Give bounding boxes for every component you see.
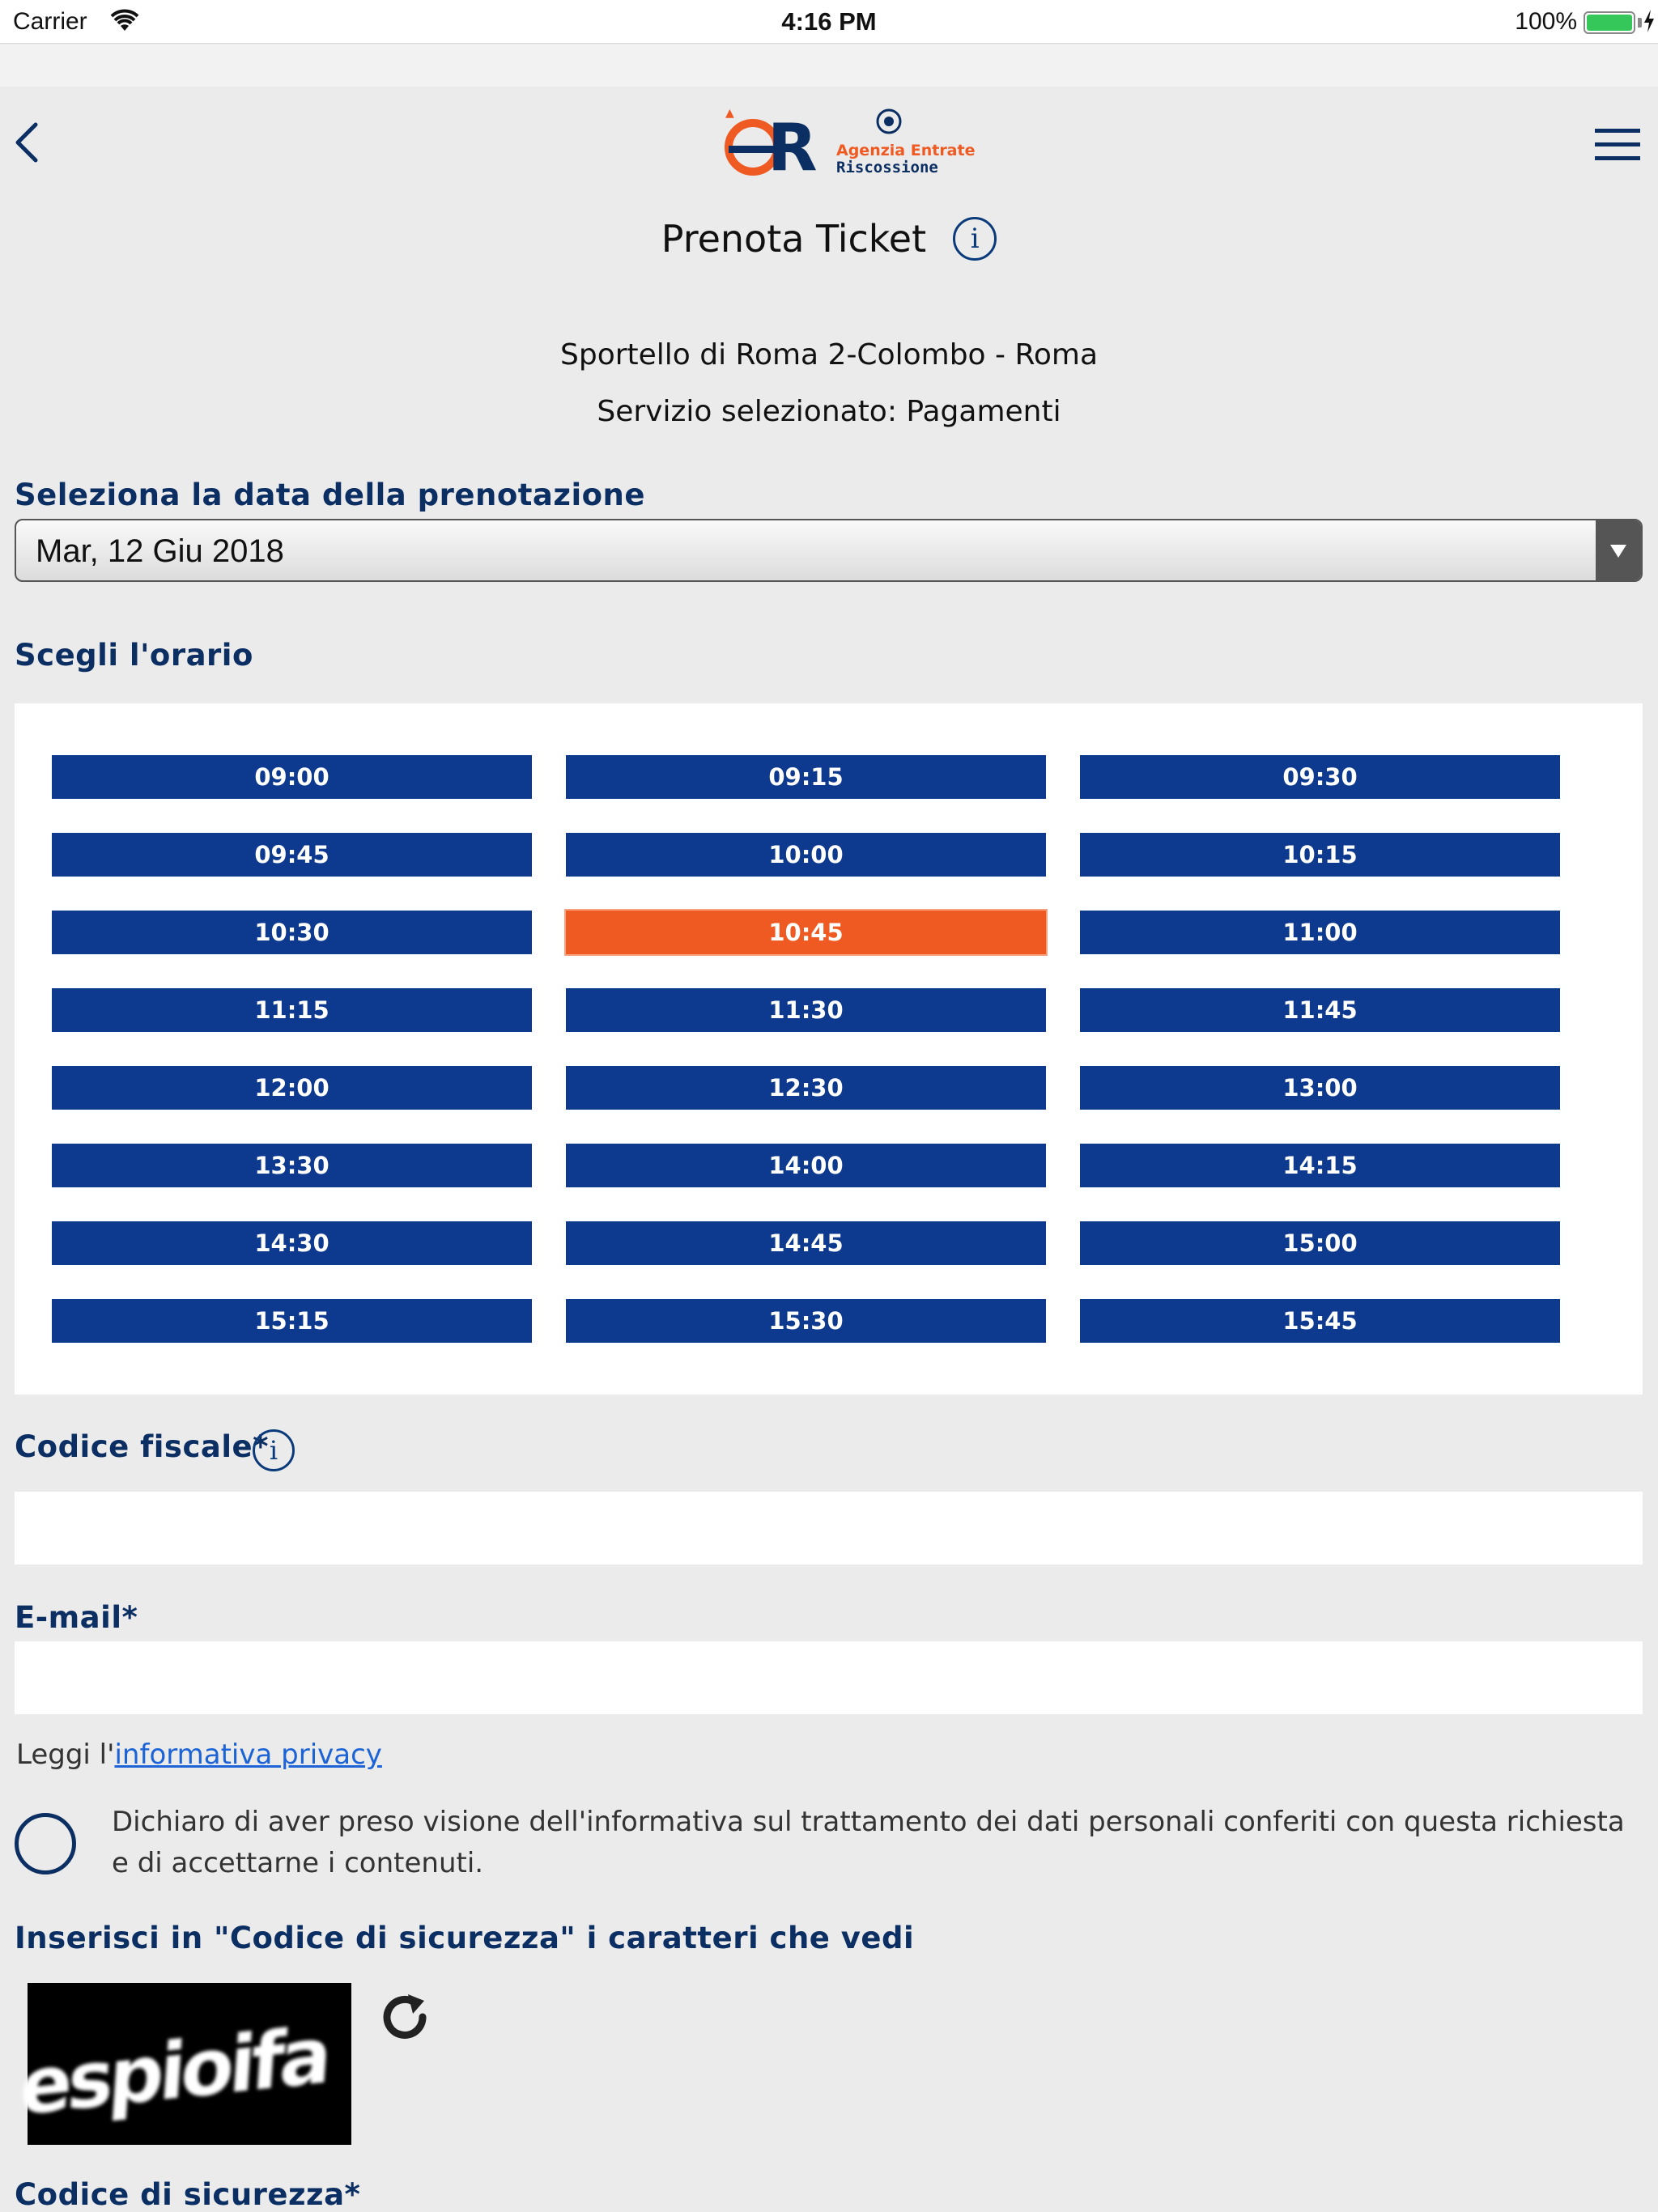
time-slot-button[interactable]: 11:45: [1080, 988, 1560, 1032]
time-slot-button[interactable]: 10:30: [52, 911, 532, 954]
time-slot-button[interactable]: 13:00: [1080, 1066, 1560, 1110]
status-bar: [0, 0, 1658, 44]
date-label: Seleziona la data della prenotazione: [15, 478, 645, 512]
office-name: Sportello di Roma 2-Colombo - Roma: [559, 338, 1098, 371]
date-select[interactable]: [15, 519, 1643, 582]
hamburger-menu-icon[interactable]: [1595, 127, 1640, 163]
selected-service: Servizio selezionato: Pagamenti: [597, 395, 1061, 428]
dropdown-arrow-icon: [1596, 520, 1641, 580]
time-slot-button[interactable]: 10:45: [566, 911, 1046, 954]
time-slot-button[interactable]: 11:00: [1080, 911, 1560, 954]
back-chevron-icon[interactable]: [11, 120, 44, 165]
time-slot-button[interactable]: 15:30: [566, 1299, 1046, 1343]
time-slot-button[interactable]: 10:15: [1080, 833, 1560, 877]
date-select-value: Mar, 12 Giu 2018: [36, 533, 284, 569]
privacy-prefix: Leggi l': [16, 1739, 115, 1771]
captcha-instruction: Inserisci in "Codice di sicurezza" i caratteri che vedi: [15, 1921, 915, 1955]
battery-icon: [1584, 11, 1635, 34]
time-slot-button[interactable]: 12:00: [52, 1066, 532, 1110]
title-info-icon[interactable]: i: [953, 217, 997, 261]
email-label: E-mail*: [15, 1600, 138, 1635]
logo-brand-line2: Riscossione: [836, 159, 938, 176]
time-slot-button[interactable]: 15:15: [52, 1299, 532, 1343]
battery-tip: [1638, 18, 1642, 28]
refresh-icon[interactable]: [376, 1988, 434, 2046]
time-label: Scegli l'orario: [15, 638, 253, 673]
browser-subbar: [0, 45, 1658, 87]
time-slot-button[interactable]: 15:45: [1080, 1299, 1560, 1343]
time-slot-button[interactable]: 11:15: [52, 988, 532, 1032]
consent-radio[interactable]: [15, 1813, 76, 1874]
logo-brand-line1: Agenzia Entrate: [836, 142, 976, 159]
time-slot-button[interactable]: 14:30: [52, 1221, 532, 1265]
captcha-image: [17, 1983, 351, 2145]
battery-percent: 100%: [1515, 8, 1577, 35]
time-slot-button[interactable]: 09:30: [1080, 755, 1560, 799]
time-slot-button[interactable]: 11:30: [566, 988, 1046, 1032]
clock: 4:16 PM: [781, 7, 877, 36]
consent-text: Dichiaro di aver preso visione dell'informativa sul trattamento dei dati personali conferiti con questa richiesta e di accettarne i contenuti.: [112, 1806, 1625, 1879]
email-input[interactable]: [15, 1641, 1643, 1714]
time-slot-button[interactable]: 12:30: [566, 1066, 1046, 1110]
codice-fiscale-info-icon[interactable]: i: [253, 1429, 295, 1471]
time-slot-button[interactable]: 09:15: [566, 755, 1046, 799]
privacy-line: [16, 1739, 382, 1771]
svg-text:▲: ▲: [725, 107, 734, 120]
time-slot-button[interactable]: 09:45: [52, 833, 532, 877]
privacy-link[interactable]: informativa privacy: [114, 1739, 382, 1771]
time-slot-button[interactable]: 09:00: [52, 755, 532, 799]
time-slots-panel: [15, 703, 1643, 1395]
codice-fiscale-label: [15, 1429, 269, 1464]
page-title: Prenota Ticket: [661, 217, 927, 261]
security-code-label: Codice di sicurezza*: [15, 2177, 361, 2212]
captcha-text: espioifa: [17, 2009, 331, 2133]
agenzia-entrate-riscossione-logo: [711, 105, 976, 185]
codice-fiscale-input[interactable]: [15, 1492, 1643, 1565]
time-slot-button[interactable]: 14:00: [566, 1144, 1046, 1187]
time-slot-button[interactable]: 10:00: [566, 833, 1046, 877]
carrier-label: Carrier: [13, 8, 87, 35]
svg-text:R: R: [767, 110, 818, 185]
time-slot-button[interactable]: 13:30: [52, 1144, 532, 1187]
charging-bolt-icon: [1643, 10, 1655, 32]
time-slot-button[interactable]: 14:45: [566, 1221, 1046, 1265]
time-slot-button[interactable]: 15:00: [1080, 1221, 1560, 1265]
time-slot-button[interactable]: 14:15: [1080, 1144, 1560, 1187]
codice-fiscale-label-text: Codice fiscale*: [15, 1429, 269, 1464]
title-row: [0, 217, 1658, 261]
